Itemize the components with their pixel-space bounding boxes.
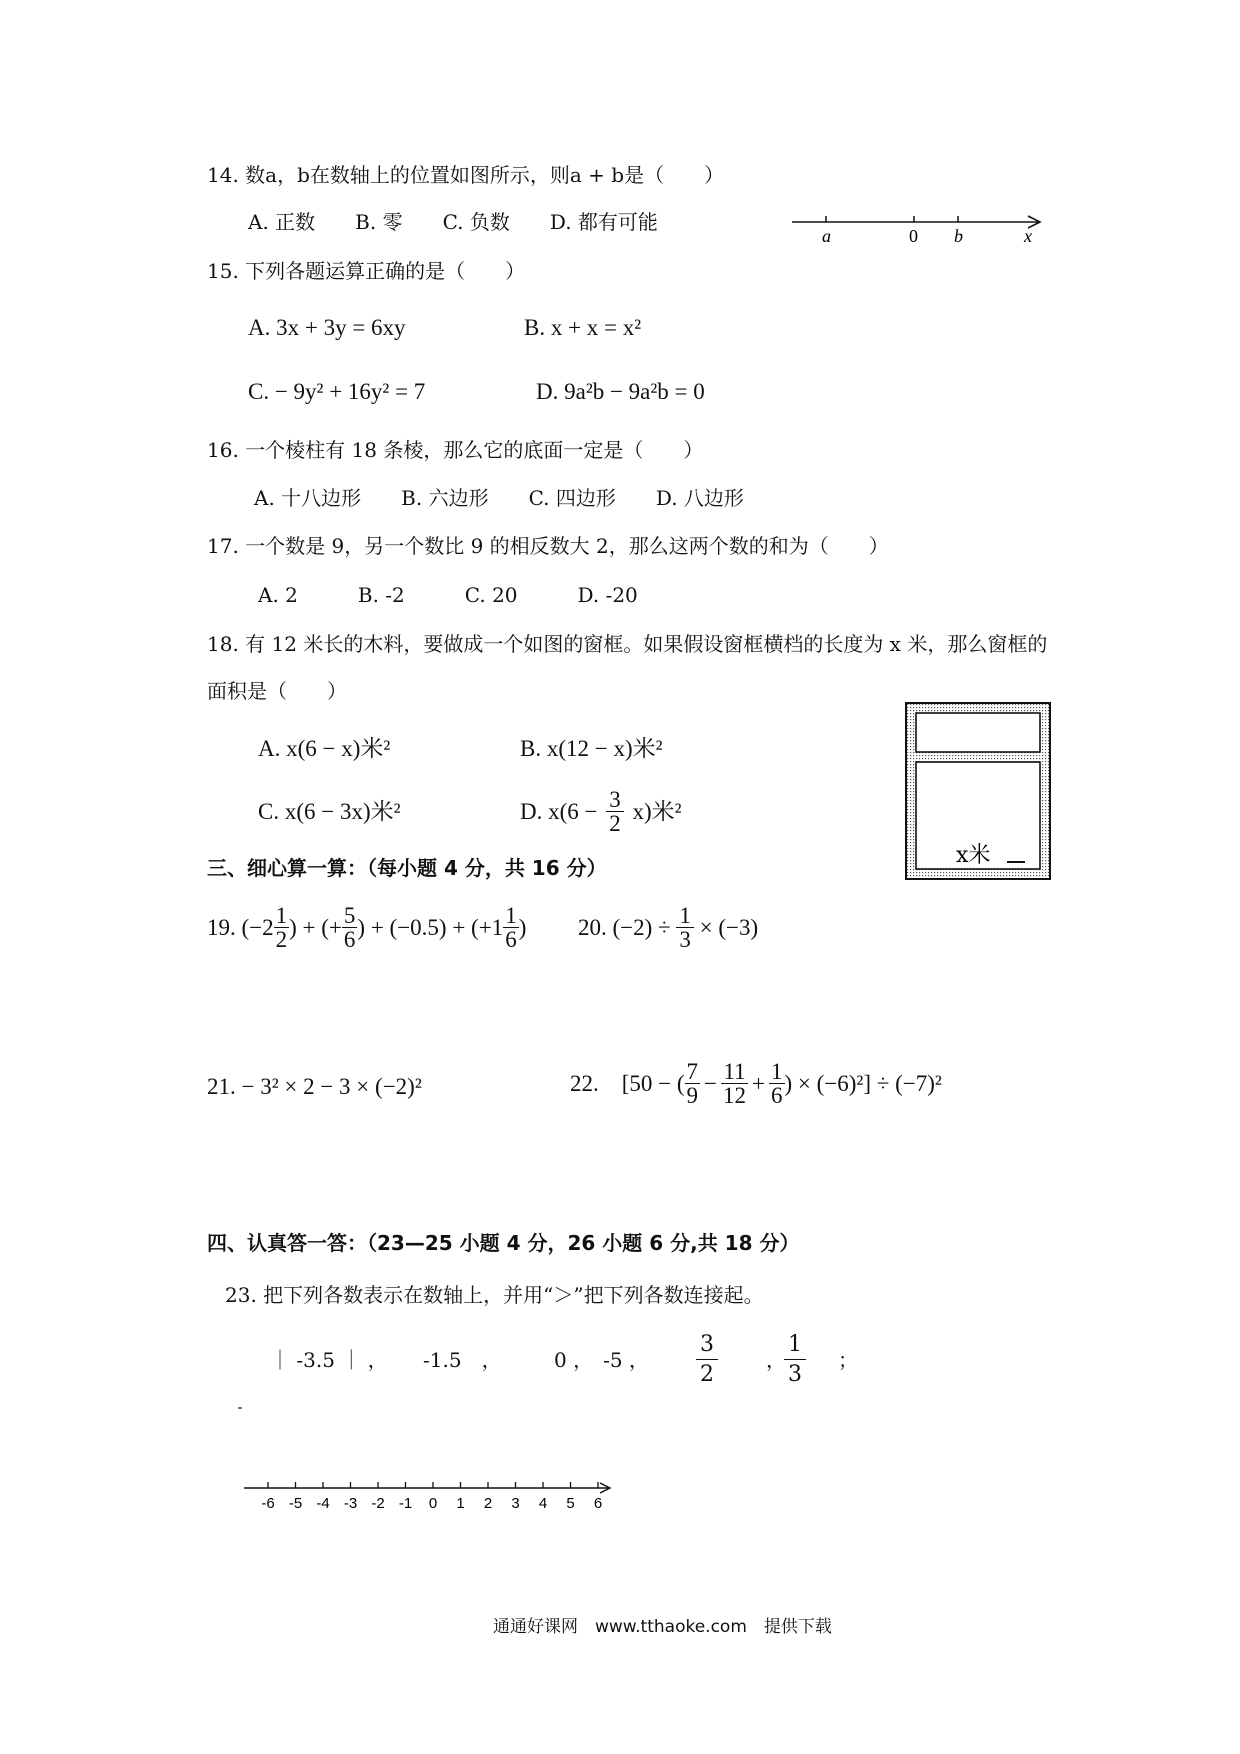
q19-fraction-2 (342, 904, 358, 951)
q23-axis-tick-label: 6 (593, 1495, 603, 1512)
q23-number-3: 0 ， -5 ， (554, 1348, 649, 1372)
q18-option-d-prefix: D. x(6 − (520, 799, 598, 824)
q23-stem: 23. 把下列各数表示在数轴上，并用“＞”把下列各数连接起。 (225, 1283, 764, 1307)
q18-figure-label: x米 (956, 843, 991, 868)
q22-prefix: 22. [50 − ( (570, 1071, 685, 1096)
q23-axis-tick-label: -5 (288, 1495, 303, 1512)
q22-suffix: ) × (−6)²] ÷ (−7)² (784, 1071, 942, 1096)
q19-fraction-3 (503, 904, 519, 951)
scan-speck (238, 1407, 242, 1409)
q15-option-c: C. − 9y² + 16y² = 7 (248, 379, 426, 404)
q16-stem: 16. 一个棱柱有 18 条棱，那么它的底面一定是（ ） (207, 438, 704, 462)
q20-fraction-num: 1 (676, 904, 694, 928)
q20-fraction (676, 904, 694, 951)
footer-text: 通通好课网 www.tthaoke.com 提供下载 (493, 1617, 832, 1637)
q22-fraction-1-den: 9 (686, 1083, 699, 1108)
q18-option-d-denominator: 2 (609, 811, 621, 836)
q19-prefix: 19. (−2 (207, 915, 274, 940)
q18-option-d-numerator: 3 (606, 788, 624, 812)
q21-expression: 21. − 3² × 2 − 3 × (−2)² (207, 1074, 422, 1099)
section3-heading: 三、细心算一算：（每小题 4 分，共 16 分） (207, 856, 607, 880)
q18-option-a: A. x(6 − x)米² (258, 736, 391, 761)
q18-stem-line2: 面积是（ ） (207, 679, 347, 703)
q19-fraction-3-num: 1 (505, 903, 517, 928)
q23-axis-tick-label: 4 (538, 1495, 548, 1512)
q15-stem: 15. 下列各题运算正确的是（ ） (207, 259, 526, 283)
q23-number-2: -1.5 ， (423, 1348, 502, 1372)
q18-option-b: B. x(12 − x)米² (520, 736, 663, 761)
q18-stem-line1: 18. 有 12 米长的木料，要做成一个如图的窗框。如果假设窗框横档的长度为 x 米，那么窗框的 (207, 632, 1048, 656)
q23-axis-tick-label: -1 (398, 1495, 413, 1512)
q19-fraction-3-den: 6 (505, 927, 517, 952)
q18-option-d-fraction (606, 788, 624, 835)
q23-axis-tick-label: -2 (371, 1495, 385, 1512)
q23-fraction-1-num: 3 (696, 1334, 718, 1360)
q23-fraction-2-num: 1 (784, 1334, 806, 1360)
q18-option-d (520, 788, 682, 835)
q14-axis-label-zero: 0 (909, 226, 918, 246)
q18-window-frame-figure (903, 700, 1053, 882)
q23-axis-tick-label: 1 (456, 1495, 465, 1512)
q19-fraction-1-num: 1 (275, 903, 288, 928)
q19-fraction-1-den: 2 (275, 927, 288, 952)
q22-fraction-1 (685, 1060, 701, 1107)
q23-axis-tick-label: 3 (511, 1495, 520, 1512)
q23-end: ； (838, 1348, 858, 1372)
q15-option-b: B. x + x = x² (524, 315, 642, 340)
q16-options: A. 十八边形 B. 六边形 C. 四边形 D. 八边形 (254, 486, 744, 510)
q18-option-d-suffix: x)米² (632, 799, 682, 824)
q23-axis-tick-label: 0 (428, 1495, 438, 1512)
q19-mid2: ) + (−0.5) + (+1 (357, 915, 504, 940)
q14-number-line (790, 208, 1050, 248)
q22-op-1: − (704, 1071, 718, 1096)
q23-axis-tick-label: -6 (261, 1495, 275, 1512)
q14-options: A. 正数 B. 零 C. 负数 D. 都有可能 (248, 210, 658, 234)
q20-suffix: × (−3) (699, 915, 759, 940)
q19-fraction-1 (274, 904, 290, 951)
q23-number-line (240, 1476, 620, 1522)
q19-fraction-2-den: 6 (343, 927, 356, 952)
q23-fraction-2-den: 3 (788, 1362, 802, 1387)
q19-fraction-2-num: 5 (343, 903, 356, 928)
section4-heading: 四、认真答一答：（23—25 小题 4 分，26 小题 6 分,共 18 分） (207, 1231, 800, 1255)
q23-axis-tick-label: -4 (316, 1495, 330, 1512)
q22-op-2: + (752, 1071, 766, 1096)
q20-expression (578, 904, 758, 951)
q19-expression (207, 904, 526, 951)
q22-fraction-1-num: 7 (686, 1059, 699, 1084)
q23-fraction-1-den: 2 (700, 1362, 714, 1387)
q14-axis-label-b: b (954, 226, 963, 246)
q18-option-c: C. x(6 − 3x)米² (258, 799, 401, 824)
q22-fraction-3-den: 6 (771, 1083, 783, 1108)
q17-stem: 17. 一个数是 9，另一个数比 9 的相反数大 2，那么这两个数的和为（ ） (207, 534, 889, 558)
q22-fraction-3 (769, 1060, 785, 1107)
q19-suffix: ) (518, 915, 527, 940)
q23-fraction-2 (784, 1334, 806, 1386)
q14-axis-label-x: x (1024, 226, 1032, 246)
q23-axis-tick-label: -3 (343, 1495, 358, 1512)
q14-axis-label-a: a (822, 226, 831, 246)
q22-fraction-3-num: 1 (771, 1059, 783, 1084)
q15-option-a: A. 3x + 3y = 6xy (248, 315, 406, 340)
q22-fraction-2-num: 11 (721, 1060, 748, 1084)
q22-fraction-2 (721, 1060, 748, 1107)
q17-options: A. 2 B. -2 C. 20 D. -20 (258, 583, 638, 607)
q23-fraction-1 (696, 1334, 718, 1386)
q14-stem: 14. 数a，b在数轴上的位置如图所示，则a + b是（ ） (207, 163, 725, 187)
q23-axis-tick-label: 5 (566, 1495, 575, 1512)
q20-prefix: 20. (−2) ÷ (578, 915, 671, 940)
q23-number-1: ｜ -3.5 ｜ ， (270, 1348, 388, 1372)
q20-fraction-den: 3 (679, 927, 691, 952)
q22-expression (570, 1060, 942, 1107)
q15-option-d: D. 9a²b − 9a²b = 0 (536, 379, 705, 404)
q19-mid1: ) + (+ (289, 915, 342, 940)
q23-axis-tick-label: 2 (483, 1495, 493, 1512)
q22-fraction-2-den: 12 (723, 1083, 747, 1108)
q23-separator: ， (766, 1348, 786, 1372)
